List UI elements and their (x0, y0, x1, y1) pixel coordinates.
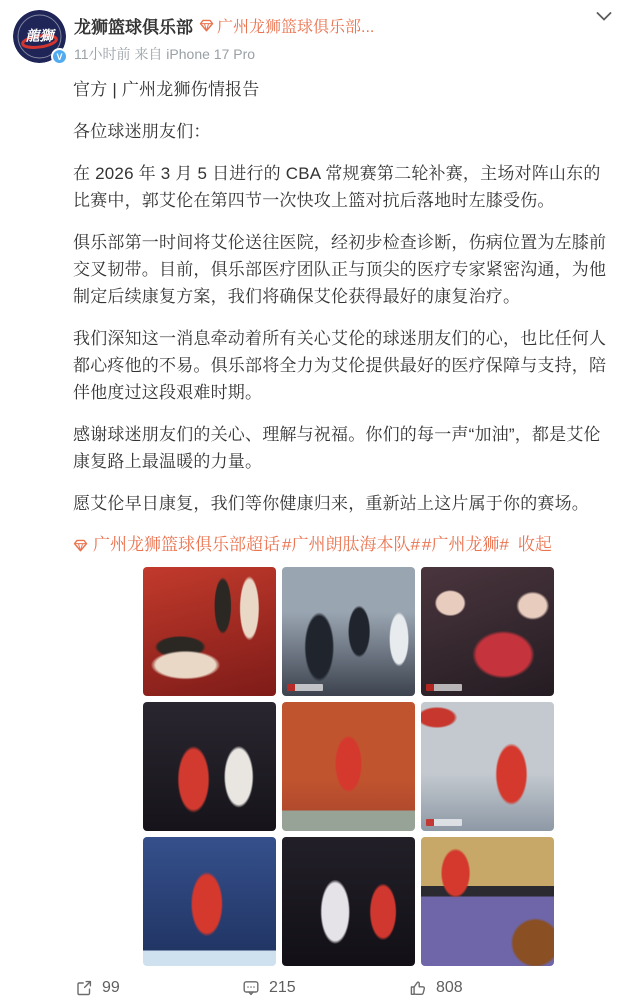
post-image-1[interactable] (143, 567, 276, 696)
hashtag-link[interactable]: #广州朗肽海本队# (282, 535, 420, 554)
username[interactable]: 龙狮篮球俱乐部 (74, 18, 193, 37)
hashtag-link[interactable]: #广州龙狮# (421, 535, 509, 554)
like-button[interactable] (409, 979, 576, 997)
thumbs-up-icon (409, 979, 427, 997)
supertopic-gem-icon (73, 538, 88, 553)
repost-count: 99 (102, 979, 120, 996)
chevron-down-icon[interactable] (596, 12, 612, 21)
post-image-4[interactable] (143, 702, 276, 831)
like-count: 808 (436, 979, 463, 996)
repost-button[interactable] (75, 979, 242, 997)
post-header (0, 0, 634, 64)
share-icon (75, 979, 93, 997)
supertopic-badge[interactable] (199, 14, 374, 37)
avatar[interactable] (13, 10, 66, 63)
action-bar (0, 979, 634, 997)
post-greeting: 各位球迷朋友们： (73, 122, 211, 141)
post-paragraph: 愿艾伦早日康复，我们等你健康归来，重新站上这片属于你的赛场。 (73, 494, 589, 513)
photo-grid (143, 567, 554, 966)
post-time-source: 11小时前 来自 iPhone 17 Pro (74, 46, 256, 62)
svg-text:龍獅: 龍獅 (25, 27, 54, 44)
supertopic-gem-icon (199, 18, 214, 33)
post-paragraph: 在 2026 年 3 月 5 日进行的 CBA 常规赛第二轮补赛，主场对阵山东的比赛中，郭艾伦在第四节一次快攻上篮对抗后落地时左膝受伤。 (73, 164, 601, 210)
post-content (0, 64, 634, 966)
supertopic-badge-label: 广州龙狮篮球俱乐部... (217, 19, 375, 36)
comment-count: 215 (269, 979, 296, 996)
verified-badge-icon: V (51, 48, 68, 65)
post-image-8[interactable] (282, 837, 415, 966)
post-image-6[interactable] (421, 702, 554, 831)
comment-icon (242, 979, 260, 997)
post-title: 官方 | 广州龙狮伤情报告 (73, 80, 260, 99)
post-paragraph: 我们深知这一消息牵动着所有关心艾伦的球迷朋友们的心，也比任何人都心疼他的不易。俱乐部将全力为艾伦提供最好的医疗保障与支持，陪伴他度过这段艰难时期。 (73, 329, 607, 402)
collapse-link[interactable]: 收起 (517, 535, 552, 554)
hashtag-line (73, 532, 609, 558)
post-paragraph: 感谢球迷朋友们的关心、理解与祝福。你们的每一声“加油”，都是艾伦康复路上最温暖的力量。 (73, 425, 601, 471)
post-paragraph: 俱乐部第一时间将艾伦送往医院，经初步检查诊断，伤病位置为左膝前交叉韧带。目前，俱乐部医疗团队正与顶尖的医疗专家紧密沟通，为他制定后续康复方案，我们将确保艾伦获得最好的康复治疗。 (73, 233, 607, 306)
post-image-7[interactable] (143, 837, 276, 966)
post-image-5[interactable] (282, 702, 415, 831)
header-info (74, 10, 618, 64)
supertopic-link[interactable]: 广州龙狮篮球俱乐部超话 (93, 535, 280, 554)
comment-button[interactable] (242, 979, 409, 997)
post-image-9[interactable] (421, 837, 554, 966)
post-image-2[interactable] (282, 567, 415, 696)
post-image-3[interactable] (421, 567, 554, 696)
